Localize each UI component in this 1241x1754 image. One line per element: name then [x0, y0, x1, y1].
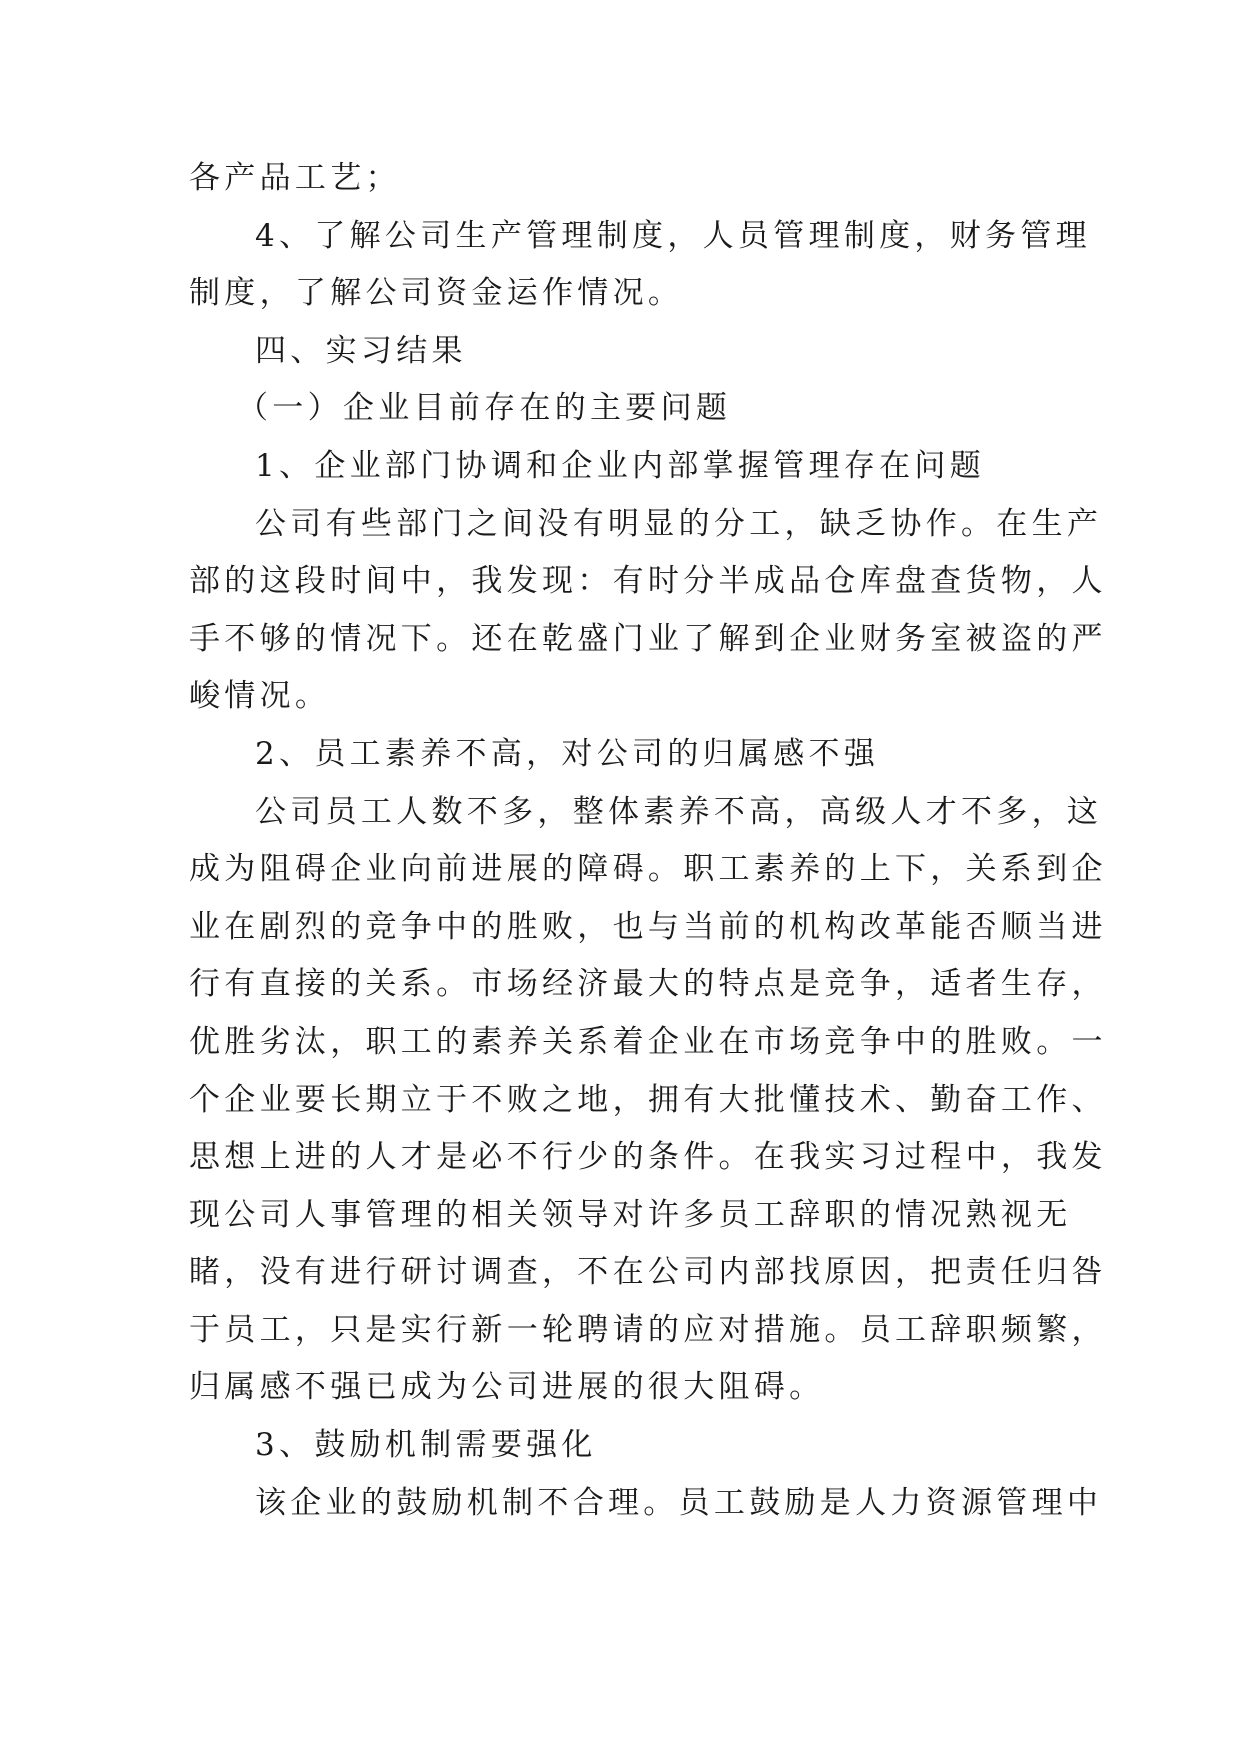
- text-line: 优胜劣汰，职工的素养关系着企业在市场竞争中的胜败。一: [189, 1023, 1107, 1060]
- text-line: 思想上进的人才是必不行少的条件。在我实习过程中，我发: [189, 1139, 1107, 1176]
- text-line: 峻情况。: [189, 678, 331, 715]
- text-line: 归属感不强已成为公司进展的很大阻碍。: [189, 1369, 825, 1406]
- text-line: 4、了解公司生产管理制度，人员管理制度，财务管理: [255, 217, 1091, 254]
- text-line: 于员工，只是实行新一轮聘请的应对措施。员工辞职频繁，: [189, 1311, 1107, 1348]
- text-line: 个企业要长期立于不败之地，拥有大批懂技术、勤奋工作、: [189, 1081, 1107, 1118]
- item-heading: 2、员工素养不高，对公司的归属感不强: [255, 735, 880, 772]
- text-line: 手不够的情况下。还在乾盛门业了解到企业财务室被盗的严: [189, 620, 1107, 657]
- subsection-heading: （一）企业目前存在的主要问题: [237, 390, 732, 427]
- text-line: 业在剧烈的竞争中的胜败，也与当前的机构改革能否顺当进: [189, 908, 1107, 945]
- text-line: 各产品工艺；: [189, 160, 401, 196]
- body-text: [189, 150, 1107, 1532]
- text-line: 睹，没有进行研讨调查，不在公司内部找原因，把责任归咎: [189, 1254, 1107, 1291]
- text-line: 行有直接的关系。市场经济最大的特点是竞争，适者生存，: [189, 966, 1107, 1003]
- section-heading: 四、实习结果: [255, 332, 467, 369]
- text-line: 该企业的鼓励机制不合理。员工鼓励是人力资源管理中: [255, 1484, 1103, 1521]
- text-line: 现公司人事管理的相关领导对许多员工辞职的情况熟视无: [189, 1196, 1072, 1233]
- text-line: 制度，了解公司资金运作情况。: [189, 275, 684, 312]
- text-line: 成为阻碍企业向前进展的障碍。职工素养的上下，关系到企: [189, 851, 1107, 888]
- text-line: 公司员工人数不多，整体素养不高，高级人才不多，这: [255, 793, 1103, 830]
- item-heading: 3、鼓励机制需要强化: [255, 1427, 597, 1464]
- text-line: 公司有些部门之间没有明显的分工，缺乏协作。在生产: [255, 505, 1103, 542]
- text-line: 部的这段时间中，我发现：有时分半成品仓库盘查货物，人: [189, 563, 1107, 600]
- item-heading: 1、企业部门协调和企业内部掌握管理存在问题: [255, 447, 986, 484]
